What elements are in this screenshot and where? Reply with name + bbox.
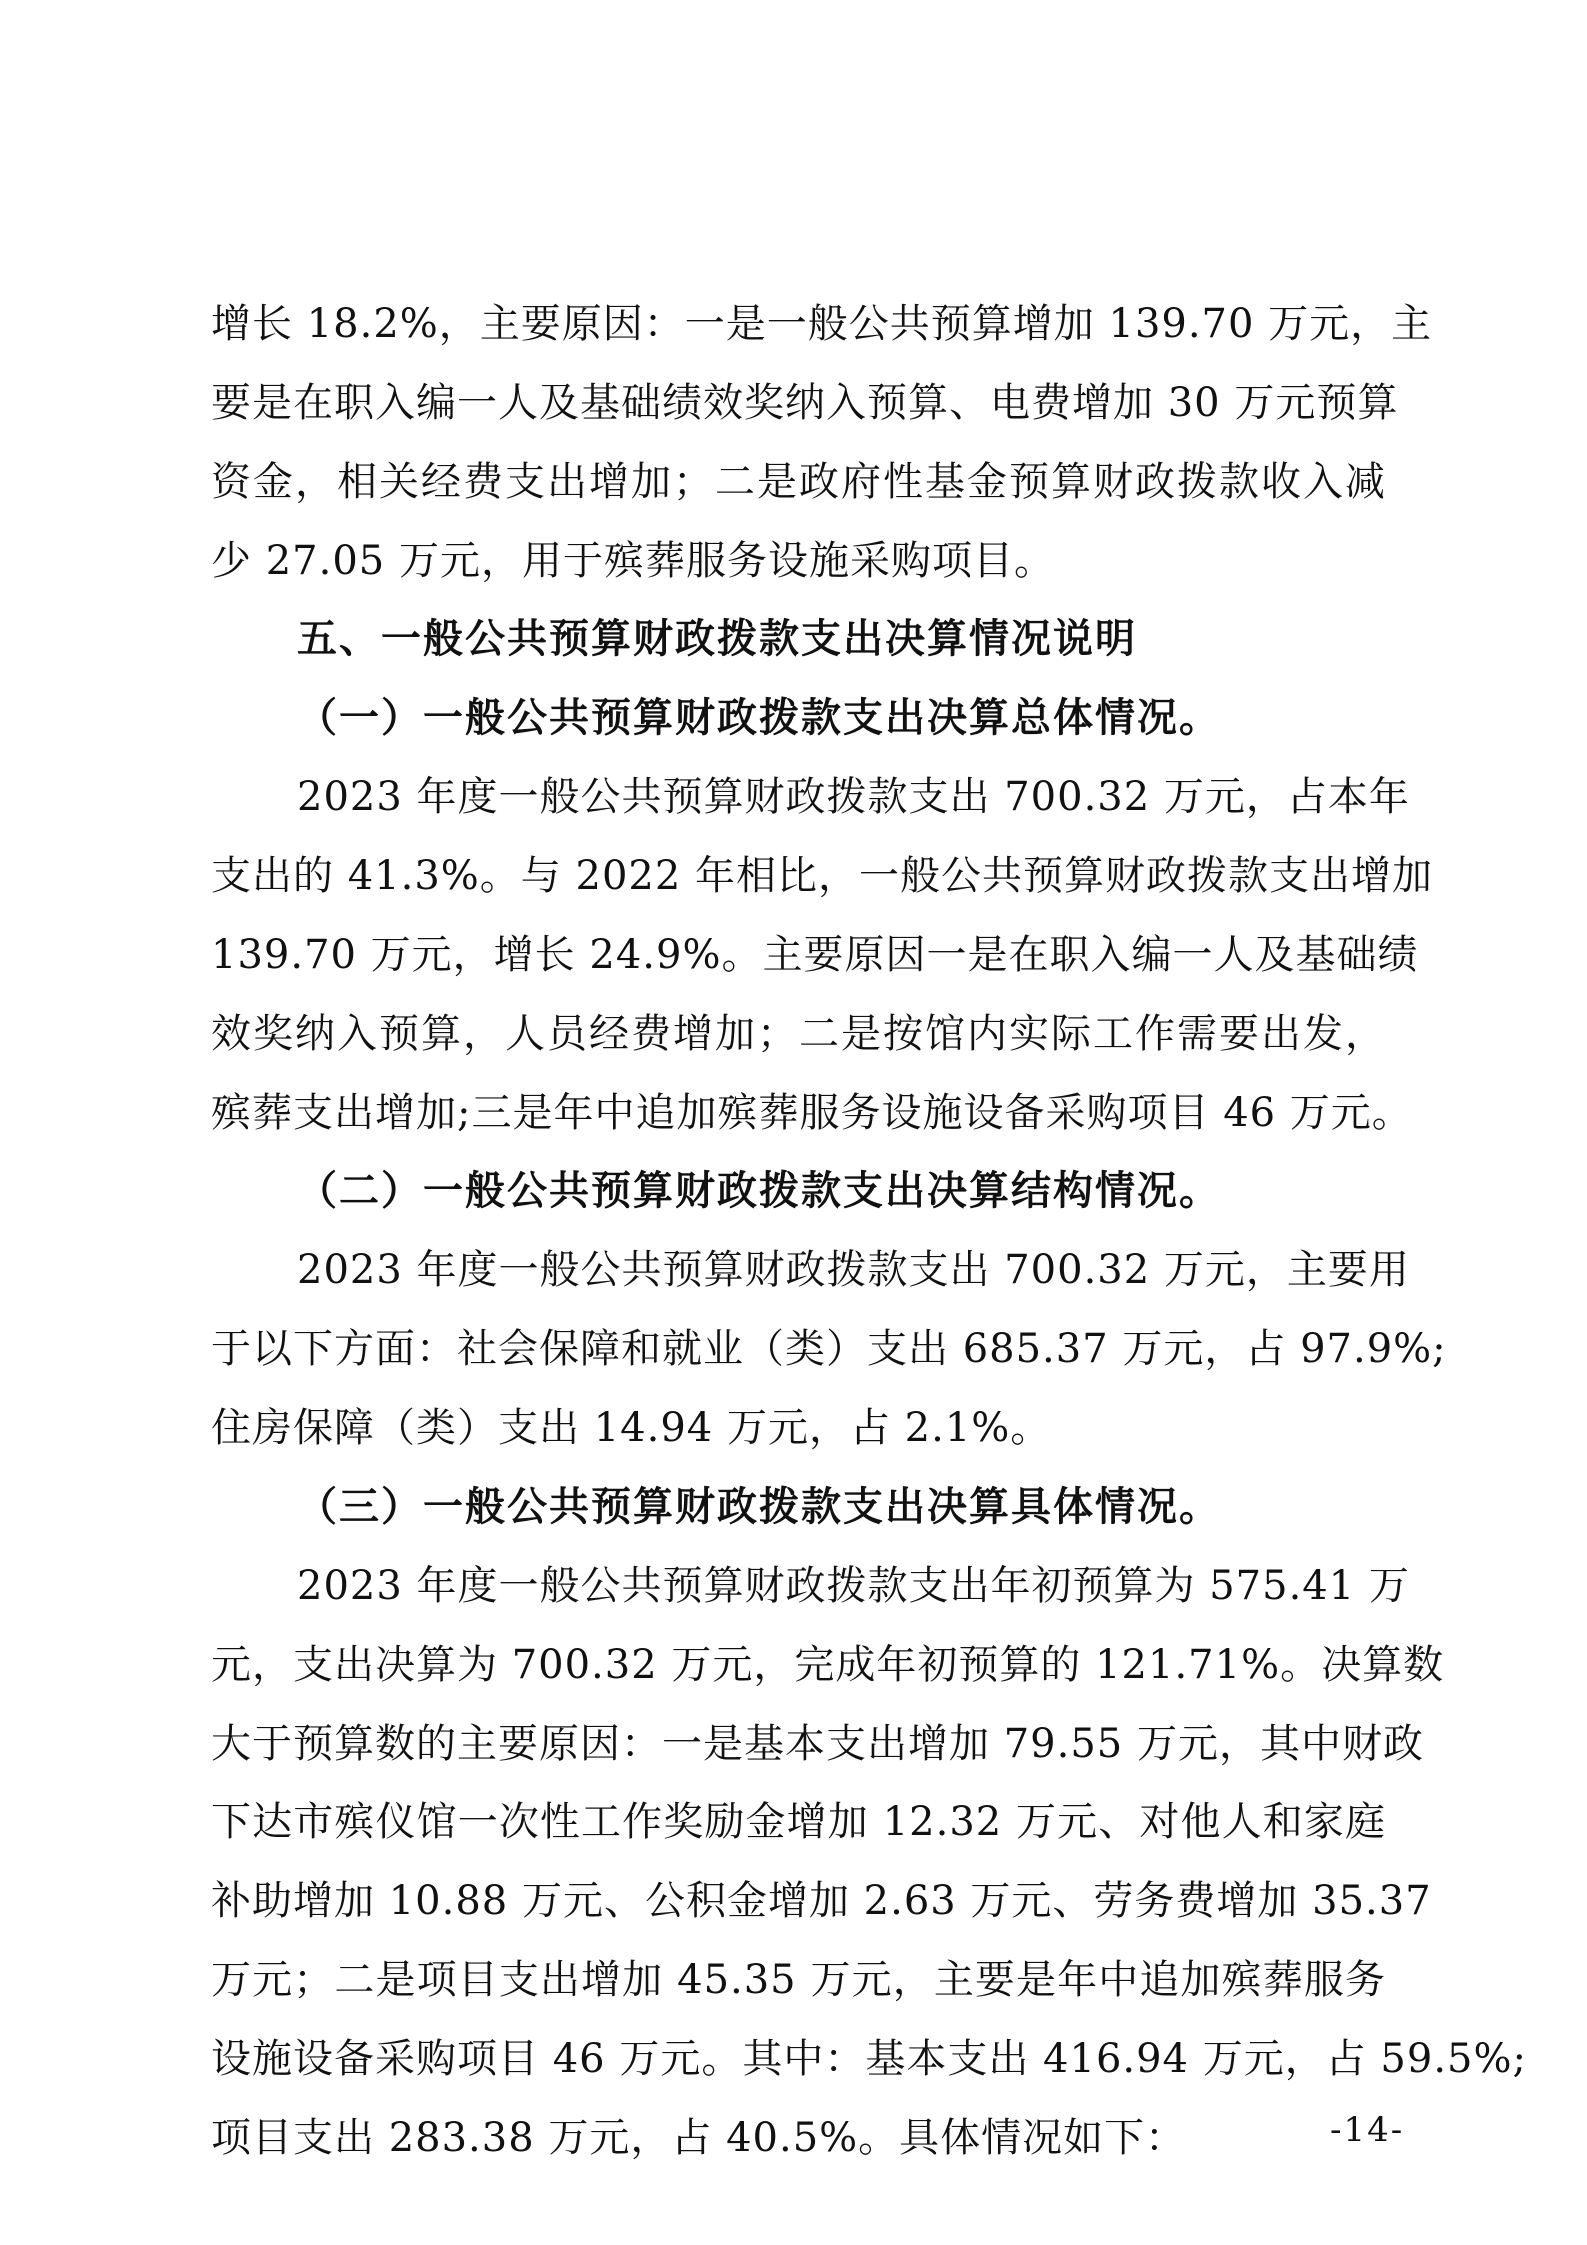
body-text-line: 殡葬支出增加;三是年中追加殡葬服务设施设备采购项目 46 万元。 (211, 1090, 1413, 1136)
body-text-line: 下达市殡仪馆一次性工作奖励金增加 12.32 万元、对他人和家庭 (211, 1799, 1386, 1845)
body-text-line: 住房保障（类）支出 14.94 万元，占 2.1%。 (211, 1405, 1052, 1451)
body-text-line: 万元；二是项目支出增加 45.35 万元，主要是年中追加殡葬服务 (211, 1957, 1386, 2003)
body-text-line: 2023 年度一般公共预算财政拨款支出年初预算为 575.41 万 (297, 1563, 1410, 1609)
body-text-line: 设施设备采购项目 46 万元。其中：基本支出 416.94 万元，占 59.5%; (211, 2036, 1527, 2082)
subsection-heading: （三）一般公共预算财政拨款支出决算具体情况。 (297, 1484, 1221, 1530)
body-text-line: 少 27.05 万元，用于殡葬服务设施采购项目。 (211, 538, 1055, 584)
subsection-heading: （一）一般公共预算财政拨款支出决算总体情况。 (297, 695, 1221, 741)
body-text-line: 项目支出 283.38 万元，占 40.5%。具体情况如下： (211, 2115, 1187, 2161)
body-text-line: 要是在职入编一人及基础绩效奖纳入预算、电费增加 30 万元预算 (211, 380, 1399, 426)
body-text-line: 支出的 41.3%。与 2022 年相比，一般公共预算财政拨款支出增加 (211, 853, 1434, 899)
section-heading: 五、一般公共预算财政拨款支出决算情况说明 (297, 616, 1137, 662)
body-text-line: 2023 年度一般公共预算财政拨款支出 700.32 万元，占本年 (297, 774, 1410, 820)
page-number: -14- (1330, 2110, 1405, 2150)
body-text-line: 增长 18.2%，主要原因：一是一般公共预算增加 139.70 万元，主 (211, 301, 1433, 347)
body-text-line: 效奖纳入预算，人员经费增加；二是按馆内实际工作需要出发， (211, 1011, 1386, 1057)
body-text-line: 2023 年度一般公共预算财政拨款支出 700.32 万元，主要用 (297, 1247, 1410, 1293)
body-text-line: 补助增加 10.88 万元、公积金增加 2.63 万元、劳务费增加 35.37 (211, 1878, 1432, 1924)
body-text-line: 元，支出决算为 700.32 万元，完成年初预算的 121.71%。决算数 (211, 1642, 1445, 1688)
subsection-heading: （二）一般公共预算财政拨款支出决算结构情况。 (297, 1168, 1221, 1214)
body-text-line: 于以下方面：社会保障和就业（类）支出 685.37 万元，占 97.9%; (211, 1326, 1447, 1372)
body-text-line: 大于预算数的主要原因：一是基本支出增加 79.55 万元，其中财政 (211, 1721, 1424, 1767)
body-text-line: 139.70 万元，增长 24.9%。主要原因一是在职入编一人及基础绩 (211, 932, 1419, 978)
body-text-line: 资金，相关经费支出增加；二是政府性基金预算财政拨款收入减 (211, 459, 1386, 505)
